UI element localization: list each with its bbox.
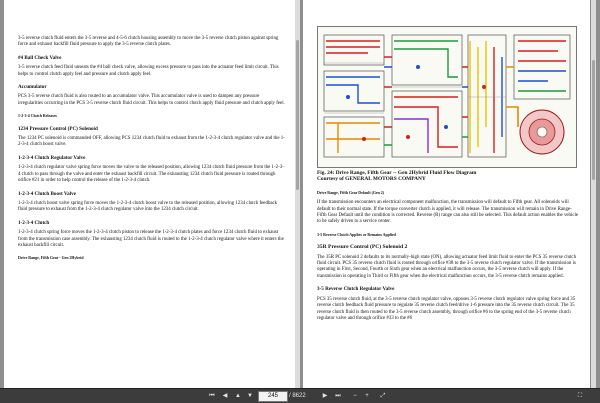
fit-page-icon[interactable]: ⤢	[380, 393, 386, 399]
last-page-icon[interactable]: ⏭	[335, 393, 341, 399]
section-heading: 1-2-3-4 Clutch Releases	[18, 114, 57, 119]
paragraph: 1-2-3-4 clutch regulator valve spring force moves the valve to the released position, allowing 1234 clutch fluid pressure from the 1-2-3-4 clutch to pass through the valve and enter the exhaust backfill circuit. The exhausting 1234 clutch fluid pressure is routed through orifice #21 in order to help control the release of the 1-2-3-4 clutch.	[18, 165, 284, 184]
section-heading: #4 Ball Check Valve	[18, 54, 62, 61]
zoom-out-icon[interactable]: −	[353, 393, 357, 399]
paragraph: PCS 35 reverse clutch fluid, at the 3-5 reverse clutch regulator valve, opposes 3-5 reverse clutch regulator valve spring force and 35 reverse clutch feedback fluid pressure to regulate 35 reverse clutch feed/drive 1-6 pressure into the 35 reverse clutch circuit. The 35 reverse clutch fluid is then routed to the 3-5 reverse clutch assembly, through orifice #6 to the spring end of the 3-5 reverse clutch regulator valve and through orifice #33 to the #6	[317, 296, 576, 321]
document-page-left	[4, 0, 295, 388]
section-heading: 3-5 Reverse Clutch Regulator Valve	[317, 286, 395, 293]
section-heading: Drive Range, Fifth Gear - Gen 2Hybrid	[18, 256, 84, 261]
left-page-content	[18, 36, 285, 262]
zoom-in-icon[interactable]: +	[365, 393, 369, 399]
document-page-right	[303, 0, 590, 388]
paragraph: PCS 3-5 reverse clutch fluid is also routed to an accumulator valve. This accumulator valve is used to dampen any pressure irregularities occurring in the PCS 3-5 reverse clutch fluid circuit. This helps to control clutch apply fluid pressure and clutch apply feel.	[18, 94, 285, 106]
section-heading: 1234 Pressure Control (PC) Solenoid	[18, 125, 98, 132]
page-number-input[interactable]	[258, 391, 288, 402]
paragraph: The 35R PC solenoid 2 defaults to its normally-high state (ON), allowing actuator feed limit fluid to enter the PCS 35 reverse clutch fluid circuit. PCS 35 reverse clutch fluid is routed through orifice #38 to the 3-5 reverse clutch regulator valve. If the transmission is operating in First, Second, Fourth or Sixth gear when an electrical malfunction occurs, the 3-5 reverse clutch will apply. If the transmission is operating in Third or Fifth gear when the electrical malfunction occurs, the 3-5 reverse clutch remains applied.	[317, 254, 577, 279]
right-scroll-thumb[interactable]	[592, 60, 595, 180]
fluid-flow-diagram	[317, 26, 577, 168]
right-page-scrollbar[interactable]	[591, 0, 596, 388]
section-heading: 3-5 Reverse Clutch Applies or Remains Applied	[317, 232, 396, 237]
right-page-content	[317, 190, 580, 323]
paragraph: 1-2-3-4 clutch boost valve spring force moves the 1-2-3-4 clutch boost valve to the released position, allowing 1234 clutch feedback fluid pressure to exhaust from the 1-2-3-4 clutch regulator valve into the 1234 clutch circuit.	[18, 200, 278, 213]
page-up-icon[interactable]: ▲	[235, 393, 241, 399]
paragraph: 3-5 reverse clutch fluid enters the 3-5 reverse and 4-5-6 clutch housing assembly to move the 3-5 reverse clutch piston against spring force and exhaust backfill fluid pressure to apply the 3-5 reverse clutch plates.	[18, 36, 279, 48]
section-heading: 1-2-3-4 Clutch	[18, 219, 50, 226]
page-down-icon[interactable]: ▼	[247, 393, 253, 399]
left-scroll-thumb[interactable]	[296, 40, 299, 190]
first-page-icon[interactable]: ⏮	[209, 393, 215, 399]
page-total-label: / 8622	[289, 393, 306, 399]
viewer-toolbar	[0, 388, 600, 403]
section-heading: Accumulator	[18, 84, 47, 91]
paragraph: If the transmission encounters an electrical component malfunction, the transmission will default to Fifth gear. All solenoids will default to their normal state. If the torque converter clutch is applied, it will release. The transmission will remain in Drive Range- Fifth Gear Default until the condition is corrected. Reverse (R) range can also still be selected. This default action enables the vehicle to be safely driven to a service center.	[317, 200, 579, 225]
paragraph: The 1234 PC solenoid is commanded OFF, allowing PCS 1234 clutch fluid to exhaust from the 1-2-3-4 clutch regulator valve and the 1-2-3-4 clutch boost valve.	[18, 136, 285, 148]
next-page-icon[interactable]: ▶	[322, 393, 328, 399]
section-heading: Drive Range, Fifth Gear Default (Gen 2)	[317, 190, 385, 195]
figure-caption: Fig. 24: Drive Range, Fifth Gear -- Gen 2Hybrid Fluid Flow Diagram	[317, 170, 477, 176]
paragraph: 3-5 reverse clutch feed fluid unseats the #4 ball check valve, allowing excess pressure to pass into the actuator feed limit circuit. This helps to control clutch apply feel and pressure and clutch apply feel.	[18, 65, 279, 77]
previous-page-icon[interactable]: ◀	[222, 393, 228, 399]
figure-credit: Courtesy of GENERAL MOTORS COMPANY	[317, 176, 426, 183]
left-page-scrollbar[interactable]	[295, 0, 300, 388]
hydraulic-schematic-image	[318, 27, 576, 167]
fullscreen-icon[interactable]: ⛶	[577, 393, 583, 399]
paragraph: 1-2-3-4 clutch spring force moves the 1-2-3-4 clutch piston to release the 1-2-3-4 clutch plates and force 1234 clutch fluid to exhaust from the transmission case assembly. The exhausting 1234 clutch fluid is routed to the 1-2-3-4 clutch regulator valve where it enters the exhaust backfill circuit.	[18, 230, 284, 248]
section-heading: 1-2-3-4 Clutch Boost Valve	[18, 190, 76, 197]
section-heading: 35R Pressure Control (PC) Solenoid 2	[317, 244, 408, 251]
section-heading: 1-2-3-4 Clutch Regulator Valve	[18, 154, 86, 161]
